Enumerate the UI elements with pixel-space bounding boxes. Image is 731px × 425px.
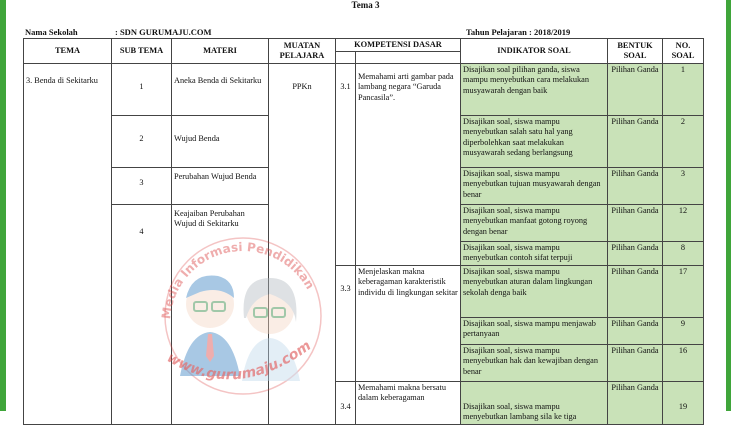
bentuk-soal-cell: Pilihan Ganda — [608, 382, 663, 425]
tema-cell: 3. Benda di Sekitarku — [24, 64, 112, 425]
kd-code-cell: 3.4 — [336, 382, 356, 425]
no-soal-cell: 3 — [663, 168, 704, 205]
no-soal-cell: 19 — [663, 382, 704, 425]
header-subtema: SUB TEMA — [112, 39, 172, 64]
green-frame-left — [0, 0, 6, 411]
header-indikator: INDIKATOR SOAL — [461, 39, 608, 64]
header-muatan: MUATAN PELAJARA — [269, 39, 336, 64]
header-kd-text — [356, 52, 461, 64]
document-title: Tema 3 — [351, 0, 380, 10]
kd-text-cell: Memahami makna bersatu dalam keberagaman — [356, 382, 461, 425]
year-label: Tahun Pelajaran — [466, 27, 527, 37]
indikator-cell: Disajikan soal, siswa mampu menjawab pertanyaan — [461, 318, 608, 345]
materi-cell: Keajaiban Perubahan Wujud di Sekitarku — [172, 205, 269, 425]
no-soal-cell: 1 — [663, 64, 704, 116]
header-bentuk-soal: BENTUK SOAL — [608, 39, 663, 64]
kd-text-cell: Menjelaskan makna keberagaman karakteristik individu di lingkungan sekitar — [356, 266, 461, 382]
bentuk-soal-cell: Pilihan Ganda — [608, 242, 663, 266]
header-kd-code — [336, 52, 356, 64]
bentuk-soal-cell: Pilihan Ganda — [608, 64, 663, 116]
table-row — [24, 64, 704, 116]
header-tema: TEMA — [24, 39, 112, 64]
subtema-cell: 2 — [112, 116, 172, 168]
indikator-cell: Disajikan soal, siswa mampu menyebutkan aturan dalam lingkungan sekolah denga baik — [461, 266, 608, 318]
kisi-kisi-table — [23, 38, 704, 425]
no-soal-cell: 2 — [663, 116, 704, 168]
kd-code-cell: 3.3 — [336, 266, 356, 382]
no-soal-cell: 8 — [663, 242, 704, 266]
subtema-cell: 3 — [112, 168, 172, 205]
bentuk-soal-cell: Pilihan Ganda — [608, 116, 663, 168]
bentuk-soal-cell: Pilihan Ganda — [608, 266, 663, 318]
materi-cell: Perubahan Wujud Benda — [172, 168, 269, 205]
indikator-cell: Disajikan soal, siswa mampu menyebutkan contoh sifat terpuji — [461, 242, 608, 266]
kd-code-cell: 3.1 — [336, 64, 356, 266]
materi-cell: Aneka Benda di Sekitarku — [172, 64, 269, 116]
watermark-url-text: www.gurumaju.com — [164, 337, 315, 384]
indikator-cell: Disajikan soal, siswa mampu menyebutkan lambang sila ke tiga — [461, 382, 608, 425]
indikator-cell: Disajikan soal pilihan ganda, siswa mampu menyebutkan cara melakukan musyawarah dengan baik — [461, 64, 608, 116]
indikator-cell: Disajikan soal, siswa mampu menyebutkan tujuan musyawarah dengan benar — [461, 168, 608, 205]
bentuk-soal-cell: Pilihan Ganda — [608, 318, 663, 345]
no-soal-cell: 9 — [663, 318, 704, 345]
indikator-cell: Disajikan soal, siswa mampu menyebutkan salah satu hal yang diperbolehkan saat melakukan musyawarah sedang berlangsung — [461, 116, 608, 168]
subtema-cell: 4 — [112, 205, 172, 425]
school-label: Nama Sekolah — [25, 27, 78, 37]
header-materi: MATERI — [172, 39, 269, 64]
muatan-cell: PPKn — [269, 64, 336, 425]
materi-cell: Wujud Benda — [172, 116, 269, 168]
year-info — [466, 27, 570, 37]
green-frame-right — [726, 0, 731, 411]
bentuk-soal-cell: Pilihan Ganda — [608, 168, 663, 205]
school-value: : SDN GURUMAJU.COM — [115, 27, 212, 37]
year-value: : 2018/2019 — [528, 27, 571, 37]
header-kompetensi-dasar: KOMPETENSI DASAR — [336, 39, 461, 52]
subtema-cell: 1 — [112, 64, 172, 116]
no-soal-cell: 17 — [663, 266, 704, 318]
bentuk-soal-cell: Pilihan Ganda — [608, 345, 663, 382]
no-soal-cell: 12 — [663, 205, 704, 242]
kd-text-cell: Memahami arti gambar pada lambang negara “Garuda Pancasila”. — [356, 64, 461, 266]
watermark-ring-text: Media Informasi Pendidikan — [159, 239, 318, 320]
indikator-cell: Disajikan soal, siswa mampu menyebutkan manfaat gotong royong dengan benar — [461, 205, 608, 242]
header-no-soal: NO. SOAL — [663, 39, 704, 64]
bentuk-soal-cell: Pilihan Ganda — [608, 205, 663, 242]
no-soal-cell: 16 — [663, 345, 704, 382]
indikator-cell: Disajikan soal, siswa mampu menyebutkan hak dan kewajiban dengan benar — [461, 345, 608, 382]
